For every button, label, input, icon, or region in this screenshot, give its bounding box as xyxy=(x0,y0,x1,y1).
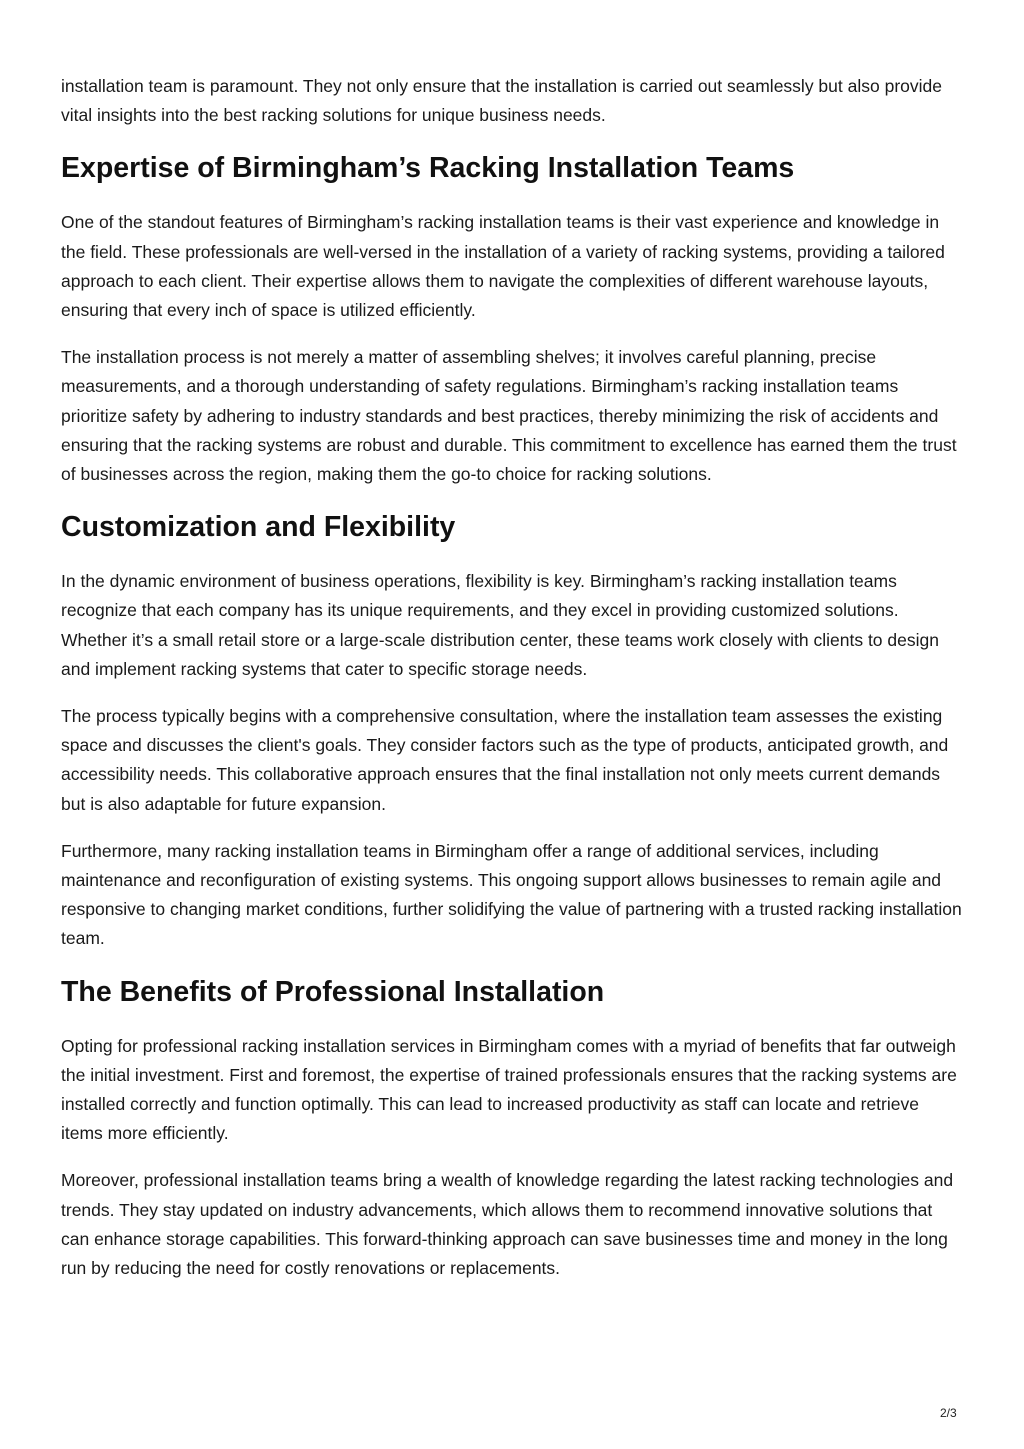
section-paragraph: The process typically begins with a comprehensive consultation, where the installation team assesses the existing space and discusses the client's goals. They consider factors such as the type of products, anticipated growth, and accessibility needs. This collaborative approach ensures that the final installation not only meets current demands but is also adaptable for future expansion. xyxy=(61,706,949,814)
document-body xyxy=(61,72,965,1301)
section-paragraph: Moreover, professional installation teams bring a wealth of knowledge regarding the latest racking technologies and trends. They stay updated on industry advancements, which allows them to recommend innovative solutions that can enhance storage capabilities. This forward-thinking approach can save businesses time and money in the long run by reducing the need for costly renovations or replacements. xyxy=(61,1170,954,1279)
section-paragraph: Furthermore, many racking installation teams in Birmingham offer a range of additional services, including maintenance and reconfiguration of existing systems. This ongoing support allows businesses to remain agile and responsive to changing market conditions, further solidifying the value of partnering with a trusted racking installation team. xyxy=(61,840,962,949)
section-heading-benefits: The Benefits of Professional Installation xyxy=(61,975,605,1008)
section-heading-expertise: Expertise of Birmingham’s Racking Installation Teams xyxy=(61,152,795,185)
section-heading-customization: Customization and Flexibility xyxy=(61,511,456,544)
section-paragraph: In the dynamic environment of business operations, flexibility is key. Birmingham’s racking installation teams recognize that each company has its unique requirements, and they excel in providing customized solutions. Whether it’s a small retail store or a large-scale distribution center, these teams work closely with clients to design and implement racking systems that cater to specific storage needs. xyxy=(61,571,939,679)
section-paragraph: The installation process is not merely a matter of assembling shelves; it involves careful planning, precise measurements, and a thorough understanding of safety regulations. Birmingham’s racking installation teams prioritize safety by adhering to industry standards and best practices, thereby minimizing the risk of accidents and ensuring that the racking systems are robust and durable. This commitment to excellence has earned them the trust of businesses across the region, making them the go-to choice for racking solutions. xyxy=(61,347,957,485)
section-paragraph: One of the standout features of Birmingham’s racking installation teams is their vast experience and knowledge in the field. These professionals are well-versed in the installation of a variety of racking systems, providing a tailored approach to each client. Their expertise allows them to navigate the complexities of different warehouse layouts, ensuring that every inch of space is utilized efficiently. xyxy=(61,212,945,321)
intro-paragraph: installation team is paramount. They not only ensure that the installation is carried out seamlessly but also provide vital insights into the best racking solutions for unique business needs. xyxy=(61,76,942,126)
page-number: 2/3 xyxy=(940,1406,957,1420)
section-paragraph: Opting for professional racking installation services in Birmingham comes with a myriad of benefits that far outweigh the initial investment. First and foremost, the expertise of trained professionals ensures that the racking systems are installed correctly and function optimally. This can lead to increased productivity as staff can locate and retrieve items more efficiently. xyxy=(61,1035,957,1144)
